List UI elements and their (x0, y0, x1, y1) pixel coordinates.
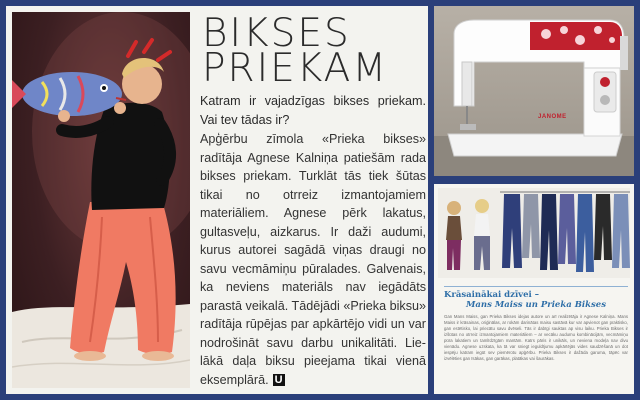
article-title-line-2: PRIEKAM (202, 46, 388, 91)
clipping-divider (444, 286, 628, 287)
article-title-line-1: BIKSES (202, 11, 351, 56)
clipping-title: Krāsainākai dzīvei – (444, 290, 539, 300)
clipping-text: Gan Mans Maiss, gan Prieka Bikses idejas autore un arī realizētāja ir Agnese Kalniņa. Mans Maiss ir krāsainas, oriģinālas, ar rokām darinātas maisu sastāvā kur var apvienot gan praktisko, gan estētisko, lai priecātu savu dvēseli. Tās ir dabīgi sauktas ap visu laiku. Prieka Bikses ir izšūtas no otrreiz izmantojamiem materiāliem – ar vecāku audumu kombinācijām, vecmāmiņu pūra lakatiem un tamlīdzīgām mantām. Katrs pāris ir unikāls, un neviena modeļa nav divu vienādu. Agnese uzskata, ka tā var sniegt ieguldījumu apkārtējās vides saudzēšanā un dot iespēju katram iegūt sev piemērotu apģērbu. Prieka Bikses ir dažāda garuma, tāpēc var izvēlēties gan īsākas, gan garākas, platākas vai šaurākas. (444, 314, 628, 361)
magazine-clipping (434, 184, 634, 394)
article-title (202, 11, 424, 91)
article-paragraph: Apģērbu zīmola «Prieka bikses» radītāja Agnese Kalniņa patiešām rada bikses priekam. Turklāt tās tiek šūtas tikai no otrreiz izmantojamiem materiāliem. Agnese pērk lakatus, gultasveļu, aizkarus. Ir daži audumi, kurus autorei sagādā viņas draugi no savu vecmāmiņu pūralades. Galvenais, ka neviens materiāls nav iegādāts parastā veikalā. Tādējādi «Prieka biksu» radītāja rūpējas par apkārtējo vidi un var nodrošināt savu darbu unikalitāti. Lielākā daļa biksu pieejama tikai vienā eksemplārā. (200, 132, 426, 387)
article-lead: Katram ir vajadzīgas bikses priekam. Vai tev tādas ir? (200, 94, 426, 127)
article-text (200, 130, 426, 389)
clipping-subtitle: Mans Maiss un Prieka Bikses (466, 300, 606, 310)
machine-brand: JANOME (538, 114, 567, 120)
article-photo (12, 12, 190, 388)
end-mark: U (274, 374, 283, 387)
woman-with-fish-pillow-illustration (12, 12, 190, 388)
magazine-article (6, 6, 428, 394)
article-body (200, 92, 426, 389)
sewing-machine-photo (434, 6, 634, 176)
clipping-photo (438, 188, 630, 278)
sewing-machine-illustration (434, 6, 634, 176)
kids-and-hanging-pants-illustration (438, 188, 630, 278)
